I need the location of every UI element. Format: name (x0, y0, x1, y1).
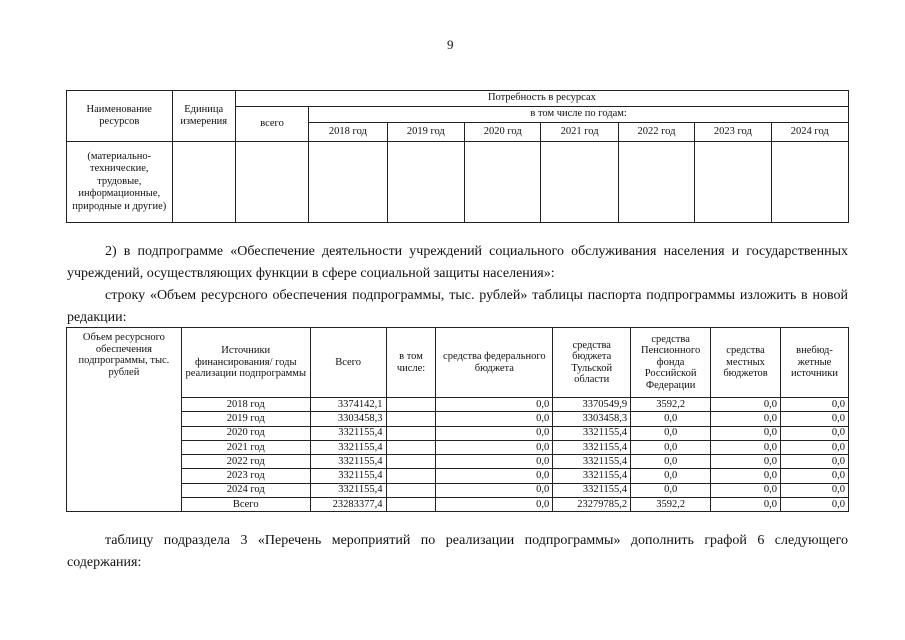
total-cell: 23283377,4 (310, 498, 386, 512)
extra-cell: 0,0 (781, 455, 849, 469)
pension-cell: 0,0 (631, 426, 711, 440)
header-including: в том числе: (386, 328, 436, 398)
header-year: 2018 год (309, 123, 387, 142)
regional-cell: 3370549,9 (553, 398, 631, 412)
resource-needs-table (66, 90, 849, 223)
local-cell: 0,0 (711, 398, 781, 412)
header-sources: Источники финансирования/ годы реализации подпрограммы (181, 328, 310, 398)
local-cell: 0,0 (711, 412, 781, 426)
local-cell: 0,0 (711, 426, 781, 440)
empty-cell (541, 142, 618, 223)
header-federal: средства федерального бюджета (436, 328, 553, 398)
federal-cell: 0,0 (436, 412, 553, 426)
header-year: 2023 год (695, 123, 771, 142)
empty-cell (695, 142, 771, 223)
federal-cell: 0,0 (436, 398, 553, 412)
paragraph-table-addition: таблицу подраздела 3 «Перечень мероприятий по реализации подпрограммы» дополнить графой 6 следующего содержания: (67, 533, 848, 570)
row-header-volume: Объем ресурсного обеспечения подпрограммы, тыс. рублей (67, 328, 182, 512)
empty-cell (387, 142, 464, 223)
pension-cell: 0,0 (631, 412, 711, 426)
empty-cell (386, 412, 436, 426)
pension-cell: 3592,2 (631, 398, 711, 412)
year-cell: 2022 год (181, 455, 310, 469)
local-cell: 0,0 (711, 469, 781, 483)
pension-cell: 0,0 (631, 469, 711, 483)
empty-cell (386, 455, 436, 469)
total-cell: 3303458,3 (310, 412, 386, 426)
empty-cell (386, 426, 436, 440)
regional-cell: 23279785,2 (553, 498, 631, 512)
regional-cell: 3321155,4 (553, 426, 631, 440)
header-regional: средства бюджета Тульской области (553, 328, 631, 398)
header-year: 2020 год (465, 123, 541, 142)
empty-cell (771, 142, 848, 223)
total-cell: 3321155,4 (310, 469, 386, 483)
empty-cell (618, 142, 694, 223)
empty-cell (386, 469, 436, 483)
extra-cell: 0,0 (781, 469, 849, 483)
year-cell: 2023 год (181, 469, 310, 483)
header-year: 2021 год (541, 123, 618, 142)
extra-cell: 0,0 (781, 498, 849, 512)
year-cell: 2021 год (181, 440, 310, 454)
year-cell: 2018 год (181, 398, 310, 412)
regional-cell: 3321155,4 (553, 440, 631, 454)
pension-cell: 3592,2 (631, 498, 711, 512)
empty-cell (386, 483, 436, 497)
empty-cell (386, 498, 436, 512)
resource-row-label: (материально-технические, трудовые, информационные, природные и другие) (67, 142, 173, 223)
pension-cell: 0,0 (631, 440, 711, 454)
federal-cell: 0,0 (436, 426, 553, 440)
extra-cell: 0,0 (781, 483, 849, 497)
pension-cell: 0,0 (631, 483, 711, 497)
federal-cell: 0,0 (436, 498, 553, 512)
year-cell: 2020 год (181, 426, 310, 440)
regional-cell: 3321155,4 (553, 483, 631, 497)
federal-cell: 0,0 (436, 440, 553, 454)
empty-cell (465, 142, 541, 223)
local-cell: 0,0 (711, 498, 781, 512)
local-cell: 0,0 (711, 440, 781, 454)
header-year: 2019 год (387, 123, 464, 142)
local-cell: 0,0 (711, 455, 781, 469)
federal-cell: 0,0 (436, 469, 553, 483)
extra-cell: 0,0 (781, 398, 849, 412)
total-cell: 3321155,4 (310, 426, 386, 440)
federal-cell: 0,0 (436, 483, 553, 497)
page-number: 9 (447, 37, 454, 52)
empty-cell (309, 142, 387, 223)
empty-cell (172, 142, 235, 223)
regional-cell: 3321155,4 (553, 455, 631, 469)
header-resource-name: Наименование ресурсов (67, 91, 173, 142)
paragraph-subprogram: 2) в подпрограмме «Обеспечение деятельности учреждений социального обслуживания населения и государственных учреждений, осуществляющих функции в сфере социальной защиты населения»: (67, 244, 848, 281)
total-cell: 3321155,4 (310, 483, 386, 497)
header-extra: внебюд-жетные источники (781, 328, 849, 398)
empty-cell (235, 142, 308, 223)
empty-cell (386, 398, 436, 412)
year-cell: 2019 год (181, 412, 310, 426)
pension-cell: 0,0 (631, 455, 711, 469)
local-cell: 0,0 (711, 483, 781, 497)
empty-cell (386, 440, 436, 454)
header-year: 2024 год (771, 123, 848, 142)
paragraph-instruction: строку «Объем ресурсного обеспечения подпрограммы, тыс. рублей» таблицы паспорта подпрограммы изложить в новой редакции: (67, 288, 848, 325)
header-unit: Единица измерения (172, 91, 235, 142)
header-year: 2022 год (618, 123, 694, 142)
regional-cell: 3321155,4 (553, 469, 631, 483)
header-by-year: в том числе по годам: (309, 107, 849, 123)
header-pension: средства Пенсионного фонда Российской Федерации (631, 328, 711, 398)
extra-cell: 0,0 (781, 412, 849, 426)
regional-cell: 3303458,3 (553, 412, 631, 426)
funding-table (66, 327, 849, 512)
federal-cell: 0,0 (436, 455, 553, 469)
header-total: всего (235, 107, 308, 142)
year-cell: 2024 год (181, 483, 310, 497)
header-total: Всего (310, 328, 386, 398)
total-row-label: Всего (181, 498, 310, 512)
total-cell: 3321155,4 (310, 440, 386, 454)
total-cell: 3321155,4 (310, 455, 386, 469)
total-cell: 3374142,1 (310, 398, 386, 412)
extra-cell: 0,0 (781, 440, 849, 454)
extra-cell: 0,0 (781, 426, 849, 440)
header-local: средства местных бюджетов (711, 328, 781, 398)
header-need: Потребность в ресурсах (235, 91, 848, 107)
